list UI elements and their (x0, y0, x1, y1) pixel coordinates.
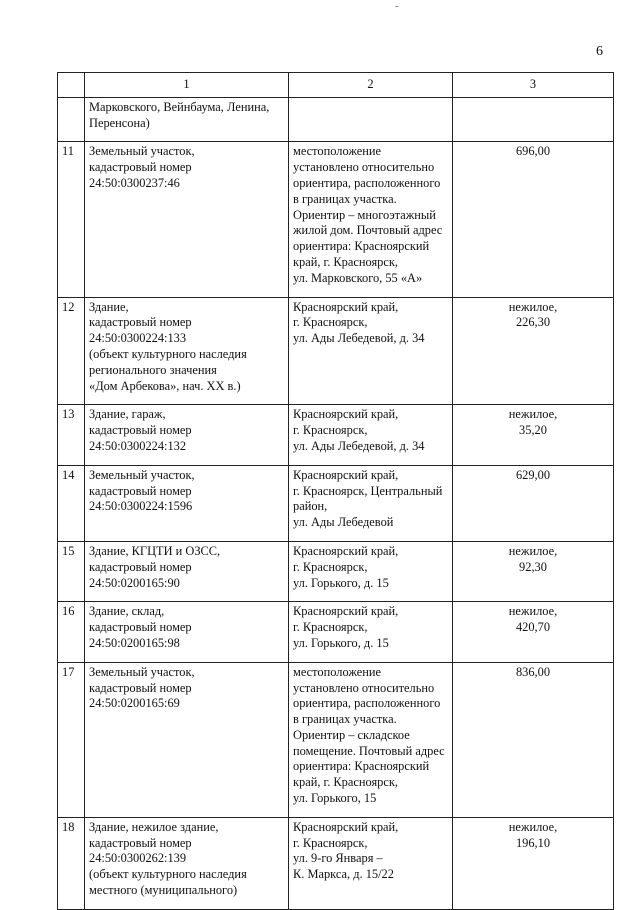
name-cell-line: (объект культурного наследия (89, 867, 247, 882)
location-cell-line: Красноярский край, (293, 604, 399, 619)
name-cell-line: Марковского, Вейнбаума, Ленина, (89, 99, 270, 114)
location-cell (289, 817, 453, 909)
location-cell-line: г. Красноярск, (293, 620, 368, 635)
header-cell-1: 1 (85, 73, 289, 98)
area-cell (453, 405, 614, 465)
page-number: 6 (596, 44, 603, 59)
location-cell-line: местоположение (293, 664, 381, 679)
location-cell-line: г. Красноярск, (293, 423, 368, 438)
name-cell-line: 24:50:0300237:46 (89, 175, 180, 190)
no-cell: 12 (58, 297, 85, 405)
name-cell-line: кадастровый номер (89, 423, 192, 438)
table-row (58, 142, 614, 297)
name-cell-line: Здание, склад, (89, 604, 165, 619)
top-mark: - (395, 0, 399, 12)
name-cell-line: кадастровый номер (89, 835, 192, 850)
table-row (58, 817, 614, 909)
no-cell (58, 97, 85, 142)
name-cell (85, 541, 289, 601)
no-cell: 16 (58, 602, 85, 662)
area-cell-line: 629,00 (515, 467, 551, 482)
location-cell-line: ориентира, расположенного (293, 175, 441, 190)
location-cell-line: ул. Горького, д. 15 (293, 635, 389, 650)
name-cell (85, 405, 289, 465)
table-row (58, 97, 614, 142)
name-cell-line: Здание, гараж, (89, 407, 166, 422)
header-cell-2: 2 (289, 73, 453, 98)
location-cell-line: ориентира: Красноярский (293, 759, 430, 774)
table-row (58, 405, 614, 465)
area-cell (453, 465, 614, 541)
name-cell (85, 817, 289, 909)
area-cell (453, 602, 614, 662)
name-cell (85, 602, 289, 662)
area-cell (453, 662, 614, 817)
name-cell-line: Земельный участок, (89, 467, 195, 482)
header-cell-no (58, 73, 85, 98)
header-cell-3: 3 (453, 73, 614, 98)
location-cell (289, 142, 453, 297)
area-cell (453, 297, 614, 405)
name-cell-line: «Дом Арбекова», нач. XX в.) (89, 378, 241, 393)
name-cell-line: 24:50:0300262:139 (89, 851, 187, 866)
name-cell-line: 24:50:0200165:90 (89, 575, 180, 590)
location-cell-line: жилой дом. Почтовый адрес (293, 223, 443, 238)
name-cell-line: Земельный участок, (89, 664, 195, 679)
location-cell-line: помещение. Почтовый адрес (293, 743, 445, 758)
name-cell-line: Здание, КГЦТИ и ОЗСС, (89, 543, 221, 558)
area-cell-line: 35,20 (519, 423, 547, 438)
header-row (58, 73, 614, 98)
area-cell-line: 226,30 (515, 315, 551, 330)
area-cell-line: нежилое, (508, 543, 558, 558)
location-cell-line: ул. Ады Лебедевой, д. 34 (293, 438, 425, 453)
location-cell-line: г. Красноярск, (293, 315, 368, 330)
location-cell-line: ул. Ады Лебедевой, д. 34 (293, 331, 425, 346)
name-cell (85, 142, 289, 297)
table-row (58, 297, 614, 405)
area-cell-line: нежилое, (508, 407, 558, 422)
area-cell (453, 97, 614, 142)
location-cell (289, 97, 453, 142)
location-cell-line: Ориентир – многоэтажный (293, 207, 436, 222)
location-cell-line: ул. Горького, д. 15 (293, 575, 389, 590)
name-cell-line: кадастровый номер (89, 315, 192, 330)
name-cell (85, 662, 289, 817)
location-cell (289, 602, 453, 662)
location-cell (289, 662, 453, 817)
location-cell-line: Красноярский край, (293, 299, 399, 314)
name-cell-line: Здание, нежилое здание, (89, 819, 219, 834)
name-cell-line: 24:50:0300224:1596 (89, 499, 193, 514)
no-cell: 17 (58, 662, 85, 817)
location-cell (289, 405, 453, 465)
location-cell-line: местоположение (293, 144, 381, 159)
name-cell-line: (объект культурного наследия (89, 346, 247, 361)
location-cell (289, 297, 453, 405)
location-cell-line: в границах участка. (293, 712, 397, 727)
no-cell: 15 (58, 541, 85, 601)
location-cell-line: ул. 9-го Января – (293, 851, 383, 866)
location-cell-line: край, г. Красноярск, (293, 254, 398, 269)
area-cell-line: 836,00 (515, 664, 551, 679)
area-cell-line: нежилое, (508, 819, 558, 834)
location-cell-line: ориентира: Красноярский (293, 239, 430, 254)
area-cell-line: 92,30 (519, 559, 547, 574)
area-cell (453, 817, 614, 909)
name-cell-line: Земельный участок, (89, 144, 195, 159)
name-cell (85, 297, 289, 405)
location-cell-line: ориентира, расположенного (293, 696, 441, 711)
location-cell-line: г. Красноярск, (293, 559, 368, 574)
location-cell-line: установлено относительно (293, 160, 435, 175)
name-cell-line: кадастровый номер (89, 680, 192, 695)
location-cell (289, 541, 453, 601)
no-cell: 11 (58, 142, 85, 297)
area-cell (453, 142, 614, 297)
table-row (58, 541, 614, 601)
name-cell (85, 97, 289, 142)
no-cell: 18 (58, 817, 85, 909)
table-row (58, 662, 614, 817)
area-cell-line: 696,00 (515, 144, 551, 159)
location-cell-line: К. Маркса, д. 15/22 (293, 867, 394, 882)
location-cell-line: г. Красноярск, (293, 835, 368, 850)
name-cell-line: местного (муниципального) (89, 883, 238, 898)
area-cell-line: нежилое, (508, 604, 558, 619)
location-cell-line: ул. Марковского, 55 «А» (293, 270, 423, 285)
location-cell-line: Ориентир – складское (293, 727, 410, 742)
location-cell-line: в границах участка. (293, 191, 397, 206)
location-cell-line: район, (293, 499, 328, 514)
property-table (57, 72, 614, 910)
location-cell-line: край, г. Красноярск, (293, 775, 398, 790)
name-cell-line: кадастровый номер (89, 620, 192, 635)
location-cell-line: установлено относительно (293, 680, 435, 695)
table-row (58, 602, 614, 662)
name-cell-line: кадастровый номер (89, 559, 192, 574)
name-cell-line: 24:50:0300224:132 (89, 438, 187, 453)
no-cell: 14 (58, 465, 85, 541)
location-cell (289, 465, 453, 541)
no-cell: 13 (58, 405, 85, 465)
location-cell-line: Красноярский край, (293, 467, 399, 482)
name-cell (85, 465, 289, 541)
location-cell-line: ул. Ады Лебедевой (293, 515, 394, 530)
name-cell-line: Перенсона) (89, 115, 150, 130)
location-cell-line: г. Красноярск, Центральный (293, 483, 443, 498)
table-row (58, 465, 614, 541)
location-cell-line: ул. Горького, 15 (293, 791, 377, 806)
area-cell (453, 541, 614, 601)
name-cell-line: 24:50:0200165:98 (89, 635, 180, 650)
location-cell-line: Красноярский край, (293, 819, 399, 834)
name-cell-line: кадастровый номер (89, 483, 192, 498)
area-cell-line: нежилое, (508, 299, 558, 314)
location-cell-line: Красноярский край, (293, 543, 399, 558)
location-cell-line: Красноярский край, (293, 407, 399, 422)
name-cell-line: 24:50:0300224:133 (89, 331, 187, 346)
area-cell-line: 420,70 (515, 620, 551, 635)
name-cell-line: Здание, (89, 299, 129, 314)
name-cell-line: кадастровый номер (89, 160, 192, 175)
name-cell-line: 24:50:0200165:69 (89, 696, 180, 711)
name-cell-line: регионального значения (89, 362, 217, 377)
area-cell-line: 196,10 (515, 835, 551, 850)
